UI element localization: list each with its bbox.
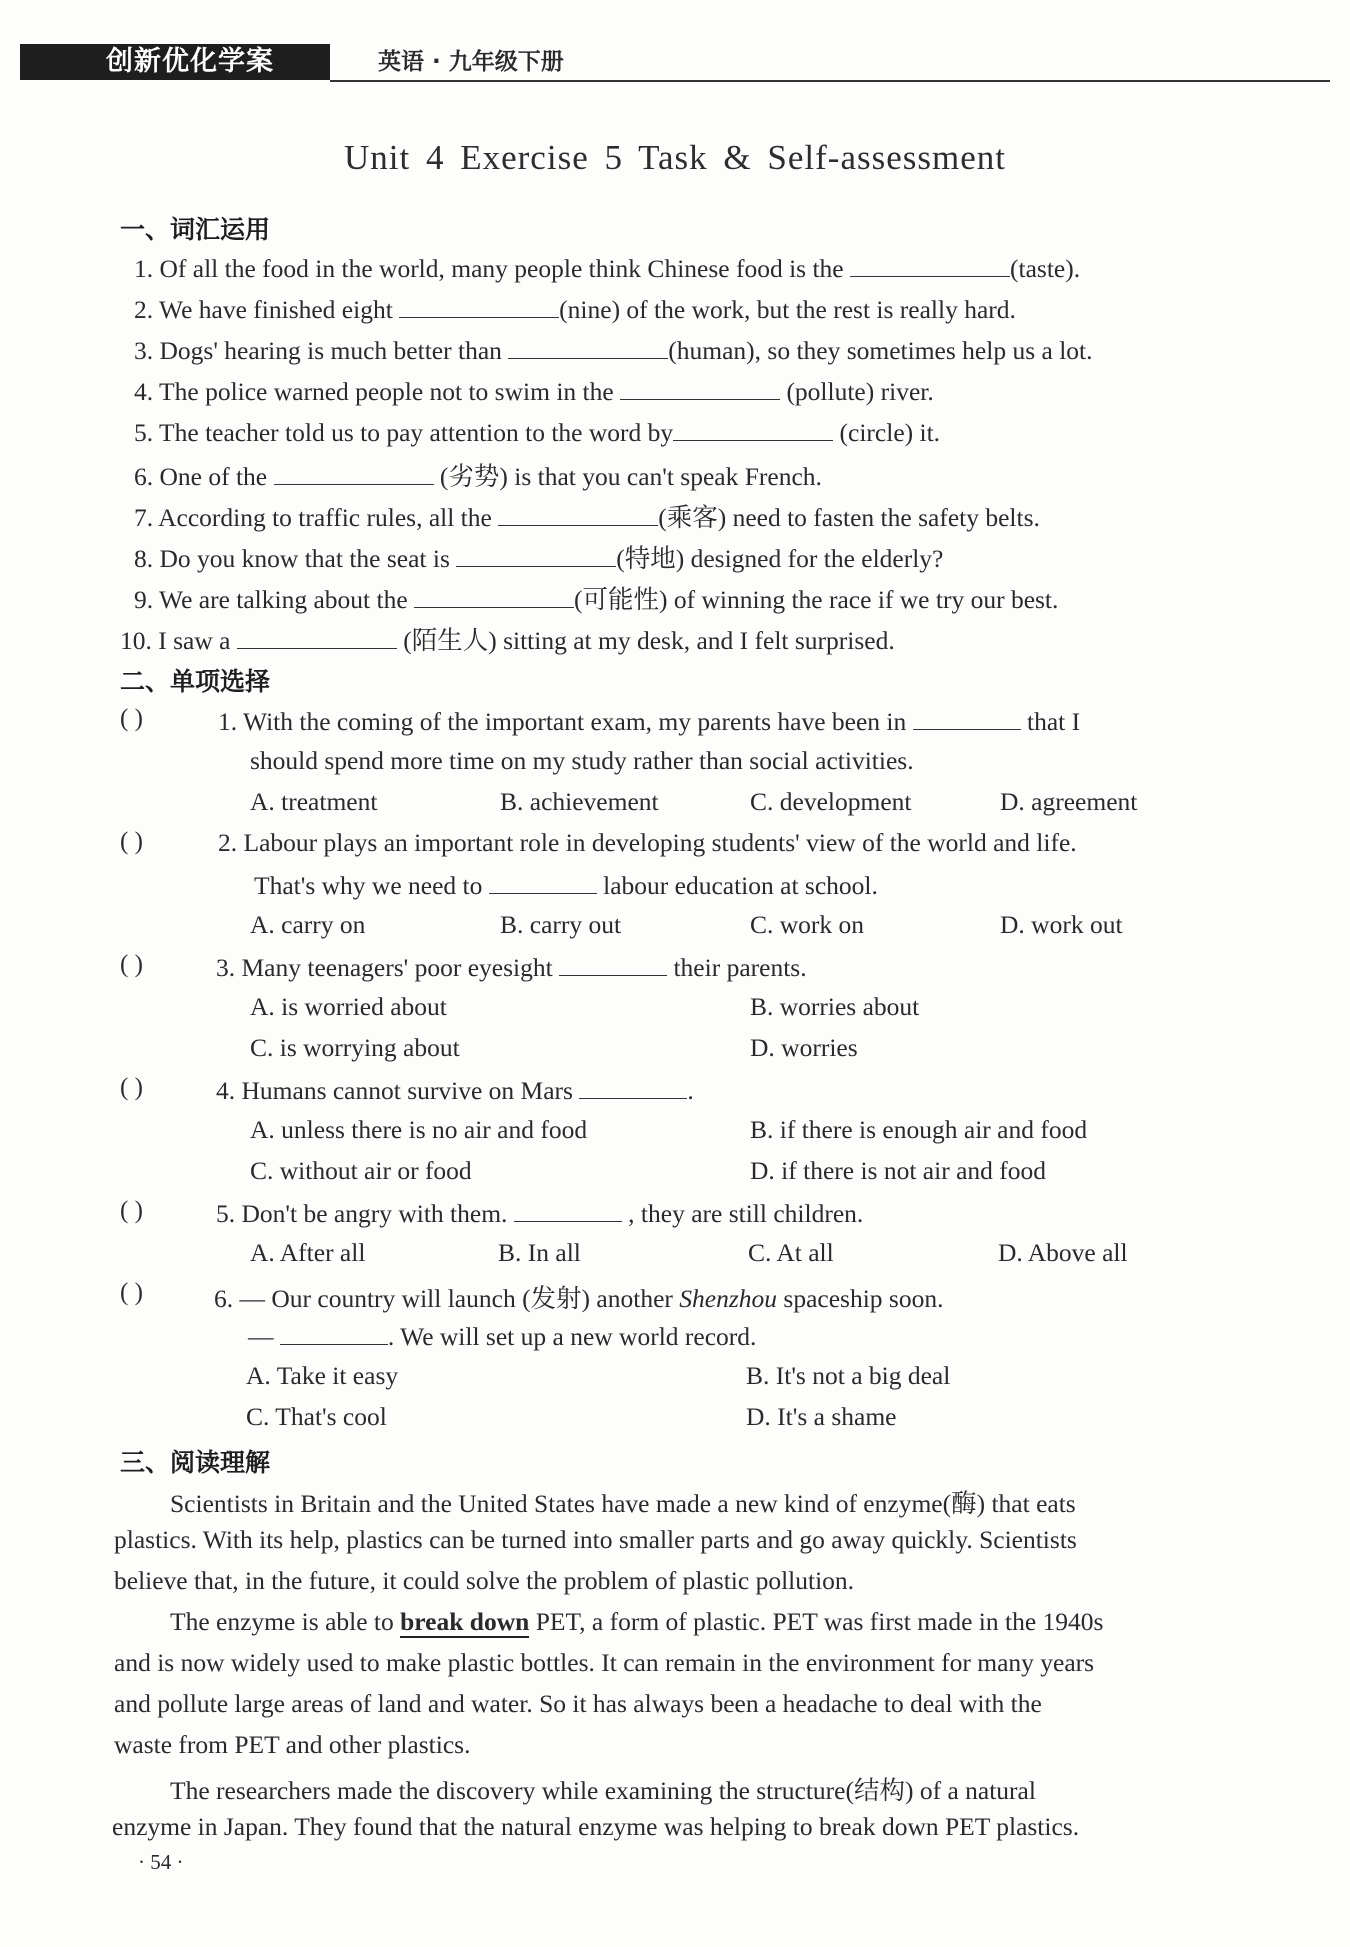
option-a[interactable]: A. treatment [250, 787, 378, 816]
page-title: Unit 4 Exercise 5 Task & Self-assessment [344, 138, 1006, 177]
item-number: 9. [134, 585, 154, 614]
passage-line: enzyme in Japan. They found that the natural enzyme was helping to break down PET plastics. [112, 1812, 1080, 1841]
item-hint: (劣势) is that you can't speak French. [439, 462, 822, 491]
question-text: Humans cannot survive on Mars [241, 1076, 573, 1105]
answer-bracket[interactable]: ( ) [120, 951, 143, 978]
passage-line: Scientists in Britain and the United States have made a new kind of enzyme(酶) that eats [170, 1489, 1076, 1518]
question-text: , they are still children. [628, 1199, 864, 1228]
item-text: I saw a [158, 626, 231, 655]
vocab-item-9 [134, 580, 1058, 616]
option-d[interactable]: D. work out [1000, 910, 1123, 939]
item-number: 2. [218, 828, 238, 857]
option-a[interactable]: A. is worried about [250, 992, 447, 1021]
passage-line: The researchers made the discovery while examining the structure(结构) of a natural [170, 1776, 1036, 1805]
item-text: Of all the food in the world, many people think Chinese food is the [159, 254, 844, 283]
option-c[interactable]: C. At all [748, 1238, 834, 1267]
question-text: — Our country will launch (发射) another [239, 1284, 673, 1313]
passage-line: plastics. With its help, plastics can be turned into smaller parts and go away quickly. Scientists [114, 1525, 1077, 1554]
vocab-item-7 [134, 498, 1040, 534]
option-c[interactable]: C. is worrying about [250, 1033, 460, 1062]
question-text: That's why we need to [254, 871, 483, 900]
choice-q2-line1 [218, 828, 1077, 858]
page-number: · 54 · [138, 1850, 184, 1874]
option-b[interactable]: B. It's not a big deal [746, 1361, 951, 1390]
passage-line: and pollute large areas of land and water. So it has always been a headache to deal with the [114, 1689, 1042, 1718]
italic-term: Shenzhou [679, 1284, 778, 1313]
answer-blank[interactable] [850, 252, 1010, 277]
choice-q1-line1 [218, 705, 1080, 737]
option-b[interactable]: B. worries about [750, 992, 920, 1021]
answer-bracket[interactable]: ( ) [120, 1197, 143, 1224]
item-text: The teacher told us to pay attention to the word by [159, 418, 674, 447]
dash-marker: — [248, 1322, 274, 1351]
question-text: spaceship soon. [783, 1284, 944, 1313]
answer-blank[interactable] [274, 460, 434, 485]
item-number: 6. [134, 462, 154, 491]
vocab-item-3 [134, 334, 1093, 366]
answer-blank [559, 951, 667, 976]
item-number: 6. [214, 1284, 234, 1313]
subject-label: 英语 · 九年级下册 [378, 49, 564, 75]
vocab-item-10 [120, 621, 895, 657]
item-number: 5. [216, 1199, 236, 1228]
answer-bracket[interactable]: ( ) [120, 705, 143, 732]
question-text: their parents. [673, 953, 807, 982]
item-text: Dogs' hearing is much better than [159, 336, 502, 365]
answer-blank[interactable] [237, 624, 397, 649]
option-a[interactable]: A. unless there is no air and food [250, 1115, 588, 1144]
option-b[interactable]: B. if there is enough air and food [750, 1115, 1088, 1144]
underlined-phrase: break down [400, 1607, 530, 1636]
option-d[interactable]: D. if there is not air and food [750, 1156, 1047, 1185]
option-d[interactable]: D. worries [750, 1033, 858, 1062]
section-heading-vocabulary: 一、词汇运用 [120, 215, 271, 244]
question-text: Many teenagers' poor eyesight [241, 953, 553, 982]
item-text: We are talking about the [159, 585, 408, 614]
answer-bracket[interactable]: ( ) [120, 1074, 143, 1101]
item-text: We have finished eight [159, 295, 393, 324]
passage-line: and is now widely used to make plastic bottles. It can remain in the environment for many years [114, 1648, 1095, 1677]
vocab-item-6 [134, 457, 822, 493]
choice-q1-line2: should spend more time on my study rather than social activities. [250, 746, 914, 775]
choice-q4-line1 [216, 1074, 694, 1106]
answer-bracket[interactable]: ( ) [120, 828, 143, 855]
answer-bracket[interactable]: ( ) [120, 1279, 143, 1306]
answer-blank[interactable] [508, 334, 668, 359]
item-hint: (可能性) of winning the race if we try our best. [574, 585, 1059, 614]
option-c[interactable]: C. without air or food [250, 1156, 472, 1185]
vocab-item-4 [134, 375, 934, 407]
option-c[interactable]: C. work on [750, 910, 865, 939]
item-number: 3. [216, 953, 236, 982]
item-hint: (human), so they sometimes help us a lot. [668, 336, 1093, 365]
option-a[interactable]: A. Take it easy [246, 1361, 399, 1390]
question-text: . We will set up a new world record. [387, 1322, 757, 1351]
option-b[interactable]: B. achievement [500, 787, 659, 816]
answer-blank[interactable] [456, 542, 616, 567]
vocab-item-8 [134, 539, 943, 575]
option-a[interactable]: A. carry on [250, 910, 366, 939]
item-text: The police warned people not to swim in the [159, 377, 614, 406]
answer-blank [280, 1320, 388, 1345]
item-number: 1. [134, 254, 154, 283]
choice-q6-line1 [214, 1279, 943, 1315]
choice-q5-line1 [216, 1197, 863, 1229]
section-heading-reading: 三、阅读理解 [120, 1448, 271, 1477]
answer-blank[interactable] [498, 501, 658, 526]
item-text: One of the [159, 462, 268, 491]
answer-blank [489, 869, 597, 894]
item-hint: (陌生人) sitting at my desk, and I felt surprised. [403, 626, 895, 655]
vocab-item-2 [134, 293, 1016, 325]
answer-blank [913, 705, 1021, 730]
option-d[interactable]: D. Above all [998, 1238, 1128, 1267]
page-header [20, 40, 1330, 84]
answer-blank[interactable] [673, 416, 833, 441]
item-hint: (乘客) need to fasten the safety belts. [658, 503, 1040, 532]
option-c[interactable]: C. development [750, 787, 912, 816]
item-hint: (circle) it. [839, 418, 941, 447]
choice-q3-line1 [216, 951, 807, 983]
option-b[interactable]: B. In all [498, 1238, 581, 1267]
answer-blank[interactable] [399, 293, 559, 318]
option-d[interactable]: D. agreement [1000, 787, 1138, 816]
header-divider [330, 80, 1330, 82]
item-number: 8. [134, 544, 154, 573]
item-number: 7. [134, 503, 154, 532]
item-number: 4. [216, 1076, 236, 1105]
item-text: Do you know that the seat is [159, 544, 450, 573]
item-text: According to traffic rules, all the [158, 503, 492, 532]
passage-text: PET, a form of plastic. PET was first made in the 1940s [535, 1607, 1104, 1636]
answer-blank[interactable] [414, 583, 574, 608]
answer-blank[interactable] [620, 375, 780, 400]
passage-line [170, 1607, 1103, 1637]
brand-banner: 创新优化学案 [20, 44, 330, 80]
option-b[interactable]: B. carry out [500, 910, 622, 939]
option-a[interactable]: A. After all [250, 1238, 366, 1267]
passage-line: waste from PET and other plastics. [114, 1730, 471, 1759]
question-text: that I [1027, 707, 1081, 736]
item-number: 1. [218, 707, 238, 736]
item-number: 5. [134, 418, 154, 447]
question-text: labour education at school. [603, 871, 878, 900]
question-text: . [687, 1076, 694, 1105]
passage-text: The enzyme is able to [170, 1607, 394, 1636]
choice-q2-line2 [254, 869, 878, 901]
question-text: With the coming of the important exam, my parents have been in [243, 707, 907, 736]
option-d[interactable]: D. It's a shame [746, 1402, 897, 1431]
item-hint: (pollute) river. [786, 377, 934, 406]
passage-line: believe that, in the future, it could solve the problem of plastic pollution. [114, 1566, 855, 1595]
option-c[interactable]: C. That's cool [246, 1402, 387, 1431]
item-number: 2. [134, 295, 154, 324]
answer-blank [579, 1074, 687, 1099]
item-hint: (特地) designed for the elderly? [616, 544, 944, 573]
item-hint: (taste). [1010, 254, 1081, 283]
item-number: 3. [134, 336, 154, 365]
item-number: 10. [120, 626, 152, 655]
choice-q6-line2 [248, 1320, 756, 1352]
answer-blank [514, 1197, 622, 1222]
question-text: Labour plays an important role in developing students' view of the world and life. [243, 828, 1077, 857]
item-number: 4. [134, 377, 154, 406]
vocab-item-1 [134, 252, 1080, 284]
section-heading-multiple-choice: 二、单项选择 [120, 667, 271, 696]
vocab-item-5 [134, 416, 940, 448]
question-text: Don't be angry with them. [241, 1199, 508, 1228]
item-hint: (nine) of the work, but the rest is really hard. [559, 295, 1016, 324]
